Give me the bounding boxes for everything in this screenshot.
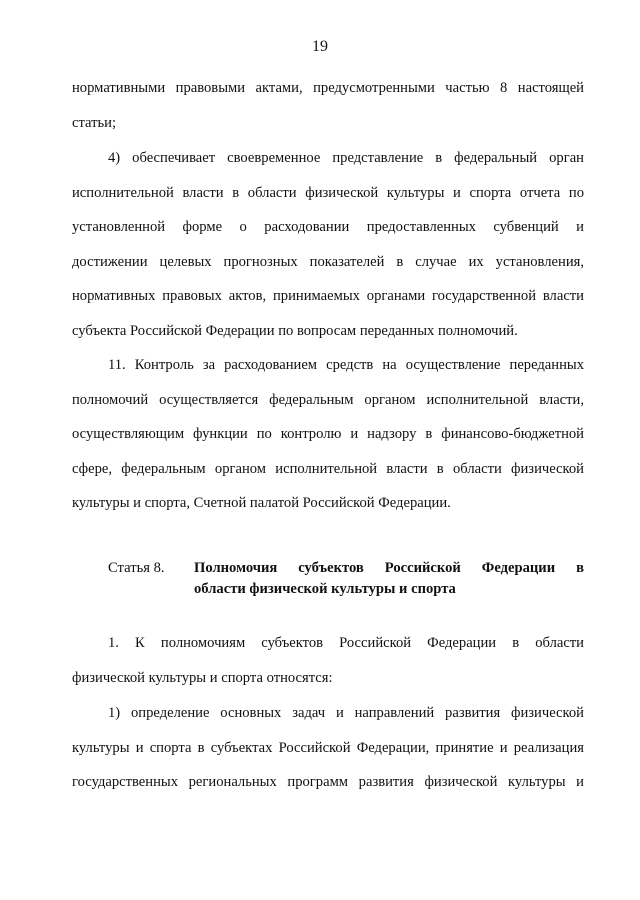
- paragraph-11: [72, 348, 584, 521]
- text-line: нормативных правовых актов, принимаемых органами государственной власти: [72, 288, 584, 305]
- paragraph-item-1: [72, 696, 584, 800]
- text-line: статьи;: [72, 114, 117, 131]
- text-line: установленной форме о расходовании предоставленных субвенций и: [72, 219, 584, 236]
- text-line: полномочий осуществляется федеральным органом исполнительной власти,: [72, 391, 584, 408]
- text-line: 1) определение основных задач и направлений развития физической: [108, 705, 584, 721]
- text-line: исполнительной власти в области физической культуры и спорта отчета по: [72, 184, 584, 201]
- text-line: 1. К полномочиям субъектов Российской Федерации в области: [108, 635, 584, 651]
- paragraph-item-4: [72, 141, 584, 349]
- article-label: Статья 8.: [108, 560, 165, 576]
- text-line: культуры и спорта в субъектах Российской Федерации, принятие и реализация: [72, 739, 584, 756]
- text-line: достижении целевых прогнозных показателей в случае их установления,: [72, 253, 584, 270]
- text-line: субъекта Российской Федерации по вопросам переданных полномочий.: [72, 322, 518, 339]
- article-title-line: Полномочия субъектов Российской Федерации в: [194, 560, 584, 576]
- text-line: физической культуры и спорта относятся:: [72, 669, 333, 686]
- text-line: культуры и спорта, Счетной палатой Российской Федерации.: [72, 495, 451, 512]
- text-line: нормативными правовыми актами, предусмотренными частью 8 настоящей: [72, 80, 584, 96]
- page-number: 19: [312, 38, 328, 55]
- text-line: сфере, федеральным органом исполнительной власти в области физической: [72, 460, 584, 477]
- text-line: 4) обеспечивает своевременное представление в федеральный орган: [108, 150, 584, 166]
- paragraph-1: [72, 626, 584, 695]
- text-line: осуществляющим функции по контролю и надзору в финансово-бюджетной: [72, 426, 584, 443]
- paragraph-continuation: [72, 71, 584, 140]
- article-title: [194, 558, 584, 600]
- article-title-line: области физической культуры и спорта: [194, 581, 456, 597]
- text-line: 11. Контроль за расходованием средств на осуществление переданных: [108, 357, 584, 373]
- text-line: государственных региональных программ развития физической культуры и: [72, 774, 584, 791]
